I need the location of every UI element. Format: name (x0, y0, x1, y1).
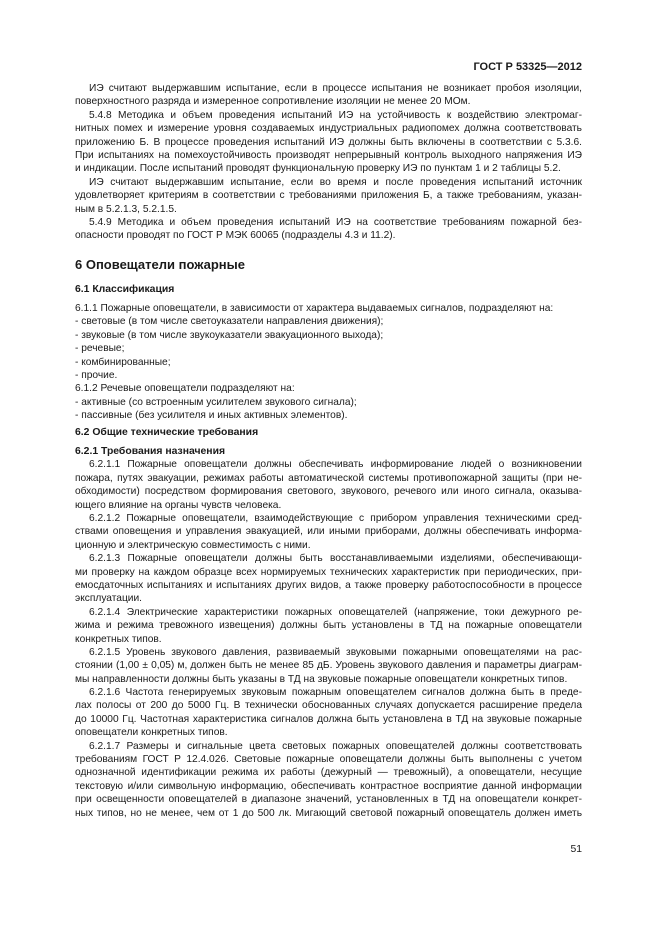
text-line: 6.2.1.3 Пожарные оповещатели должны быть восстанавливаемыми изделиями, обеспечивающи- (89, 553, 582, 565)
text-line: ствами оповещения и управления эвакуацией, или иными приборами, должны обеспечивать информа- (75, 526, 582, 538)
list-line: - комбинированные; (75, 356, 171, 368)
text-line: ИЭ считают выдержавшим испытание, если во время и после проведения испытаний источник (89, 176, 582, 188)
document-page (75, 60, 582, 820)
text-line: пожара, путях эвакуации, режимах работы автоматической системы противопожарной защиты (при не- (75, 472, 582, 484)
list-line: 6.1.1 Пожарные оповещатели, в зависимости от характера выдаваемых сигналов, подразделяют на: (75, 303, 554, 315)
text-line: ных типов, но не менее, чем от 1 до 500 лк. Мигающий световой пожарный оповещатель должен иметь (75, 807, 582, 819)
text-line: приложению Б. В процессе проведения испытаний ИЭ должны быть включены в соответствии с 5.3.6. (75, 136, 582, 148)
paragraph (75, 176, 582, 216)
text-line: 6.2.1.5 Уровень звукового давления, развиваемый звуковыми пожарными оповещателями на рас- (89, 646, 582, 658)
paragraph (75, 740, 582, 820)
paragraph (75, 552, 582, 606)
text-line: ми проверку на каждом образце всех нормируемых технических характеристик при периодических, при- (75, 566, 582, 578)
text-line: ющего влияние на органы чувств человека. (75, 499, 282, 511)
subsection-heading: 6.1 Классификация (75, 283, 175, 295)
paragraph (75, 109, 582, 176)
text-line: при освещенности оповещателей в диапазоне значений, установленных в ТД на оповещатели конкрет- (75, 794, 582, 806)
list-line: - активные (со встроенным усилителем звукового сигнала); (75, 396, 357, 408)
text-line: эксплуатации. (75, 593, 143, 605)
text-line: 5.4.9 Методика и объем проведения испытаний ИЭ на соответствие требованиям пожарной без- (89, 216, 582, 228)
paragraph (75, 606, 582, 646)
text-line: конкретных типов. (75, 633, 162, 645)
text-line: текстовую и/или символьную информацию, обеспечивать контрастное восприятие данной информации (75, 780, 582, 792)
section-heading: 6 Оповещатели пожарные (75, 256, 245, 272)
page-number: 51 (570, 844, 582, 855)
text-line: 6.2.1.4 Электрические характеристики пожарных оповещателей (напряжение, токи дежурного ре- (89, 606, 582, 618)
text-line: жима и режима тревожного извещения) должны быть установлены в ТД на пожарные оповещатели (75, 620, 582, 632)
document-body (75, 82, 582, 820)
text-line: ционную и электрическую совместимость с ними. (75, 539, 311, 551)
text-line: ИЭ считают выдержавшим испытание, если в процессе испытания не возникает пробоя изоляции, (89, 83, 582, 94)
text-line: обходимости) посредством формирования светового, звукового, речевого или иного сигнала, оказыва- (75, 486, 582, 498)
paragraph (75, 216, 582, 243)
text-line: нитных помех и измерение уровня создаваемых индустриальных радиопомех должна соответствовать (75, 123, 582, 135)
text-line: 6.2.1.2 Пожарные оповещатели, взаимодействующие с прибором управления техническими сред- (89, 512, 582, 524)
text-line: емосдаточных испытаниях и испытаниях других видов, а также проверку работоспособности в процессе (75, 579, 582, 591)
paragraph (75, 458, 582, 512)
text-line: лах полосы от 200 до 5000 Гц. В технически обоснованных случаях допускается расширение предела (75, 700, 582, 712)
paragraph (75, 82, 582, 109)
list-line: - прочие. (75, 370, 118, 382)
text-line: 5.4.8 Методика и объем проведения испытаний ИЭ на устойчивость к воздействию электромаг- (89, 109, 582, 121)
classification-list (75, 302, 582, 423)
text-line: до 10000 Гц. Частотная характеристика сигналов должна быть установлена в ТД на звуковые пожарные (75, 713, 582, 725)
text-line: удовлетворяет критериям в соответствии с требованиями приложения Б, а также требованиям, указан- (75, 190, 582, 202)
list-line: - пассивные (без усилителя и иных активных элементов). (75, 410, 348, 422)
text-line: поверхностного разряда и измеренное сопротивление изоляции не менее 20 МОм. (75, 96, 471, 108)
paragraph (75, 512, 582, 552)
subsection-heading: 6.2 Общие технические требования (75, 426, 259, 438)
text-line: и индикации. После испытаний проводят функциональную проверку ИЭ по пунктам 1 и 2 таблицы 5.2. (75, 163, 561, 175)
paragraph (75, 686, 582, 740)
list-line: - речевые; (75, 343, 125, 355)
subsection-heading: 6.2.1 Требования назначения (75, 446, 226, 458)
text-line: требованиям ГОСТ Р 12.4.026. Световые пожарные оповещатели должны быть выполнены с учетом (75, 754, 582, 766)
text-line: При испытаниях на помехоустойчивость производят непрерывный контроль выходного напряжения ИЭ (75, 149, 582, 161)
list-line: - световые (в том числе светоуказатели направления движения); (75, 316, 384, 328)
text-line: стоянии (1,00 ± 0,05) м, должен быть не менее 85 дБ. Уровень звукового давления и параметры диаграм- (75, 660, 582, 672)
text-line: опасности проводят по ГОСТ Р МЭК 60065 (подразделы 4.3 и 11.2). (75, 230, 396, 242)
text-line: мы направленности должны быть указаны в ТД на звуковые пожарные оповещатели конкретных типов. (75, 673, 568, 685)
text-line: оповещатели конкретных типов. (75, 727, 228, 739)
document-header-id: ГОСТ Р 53325—2012 (473, 61, 582, 73)
text-line: 6.2.1.6 Частота генерируемых звуковым пожарным оповещателем сигналов должна быть в преде- (89, 687, 582, 699)
list-line: - звуковые (в том числе звукоуказатели эвакуационного выхода); (75, 329, 384, 341)
text-line: однозначной идентификации режима их работы (дежурный — тревожный), а оповещатели, несущие (75, 767, 582, 779)
text-line: ным в 5.2.1.3, 5.2.1.5. (75, 203, 177, 215)
text-line: 6.2.1.1 Пожарные оповещатели должны обеспечивать информирование людей о возникновении (89, 459, 582, 471)
list-line: 6.1.2 Речевые оповещатели подразделяют на: (75, 383, 295, 395)
text-line: 6.2.1.7 Размеры и сигнальные цвета световых пожарных оповещателей должны соответствовать (89, 740, 582, 752)
paragraph (75, 646, 582, 686)
